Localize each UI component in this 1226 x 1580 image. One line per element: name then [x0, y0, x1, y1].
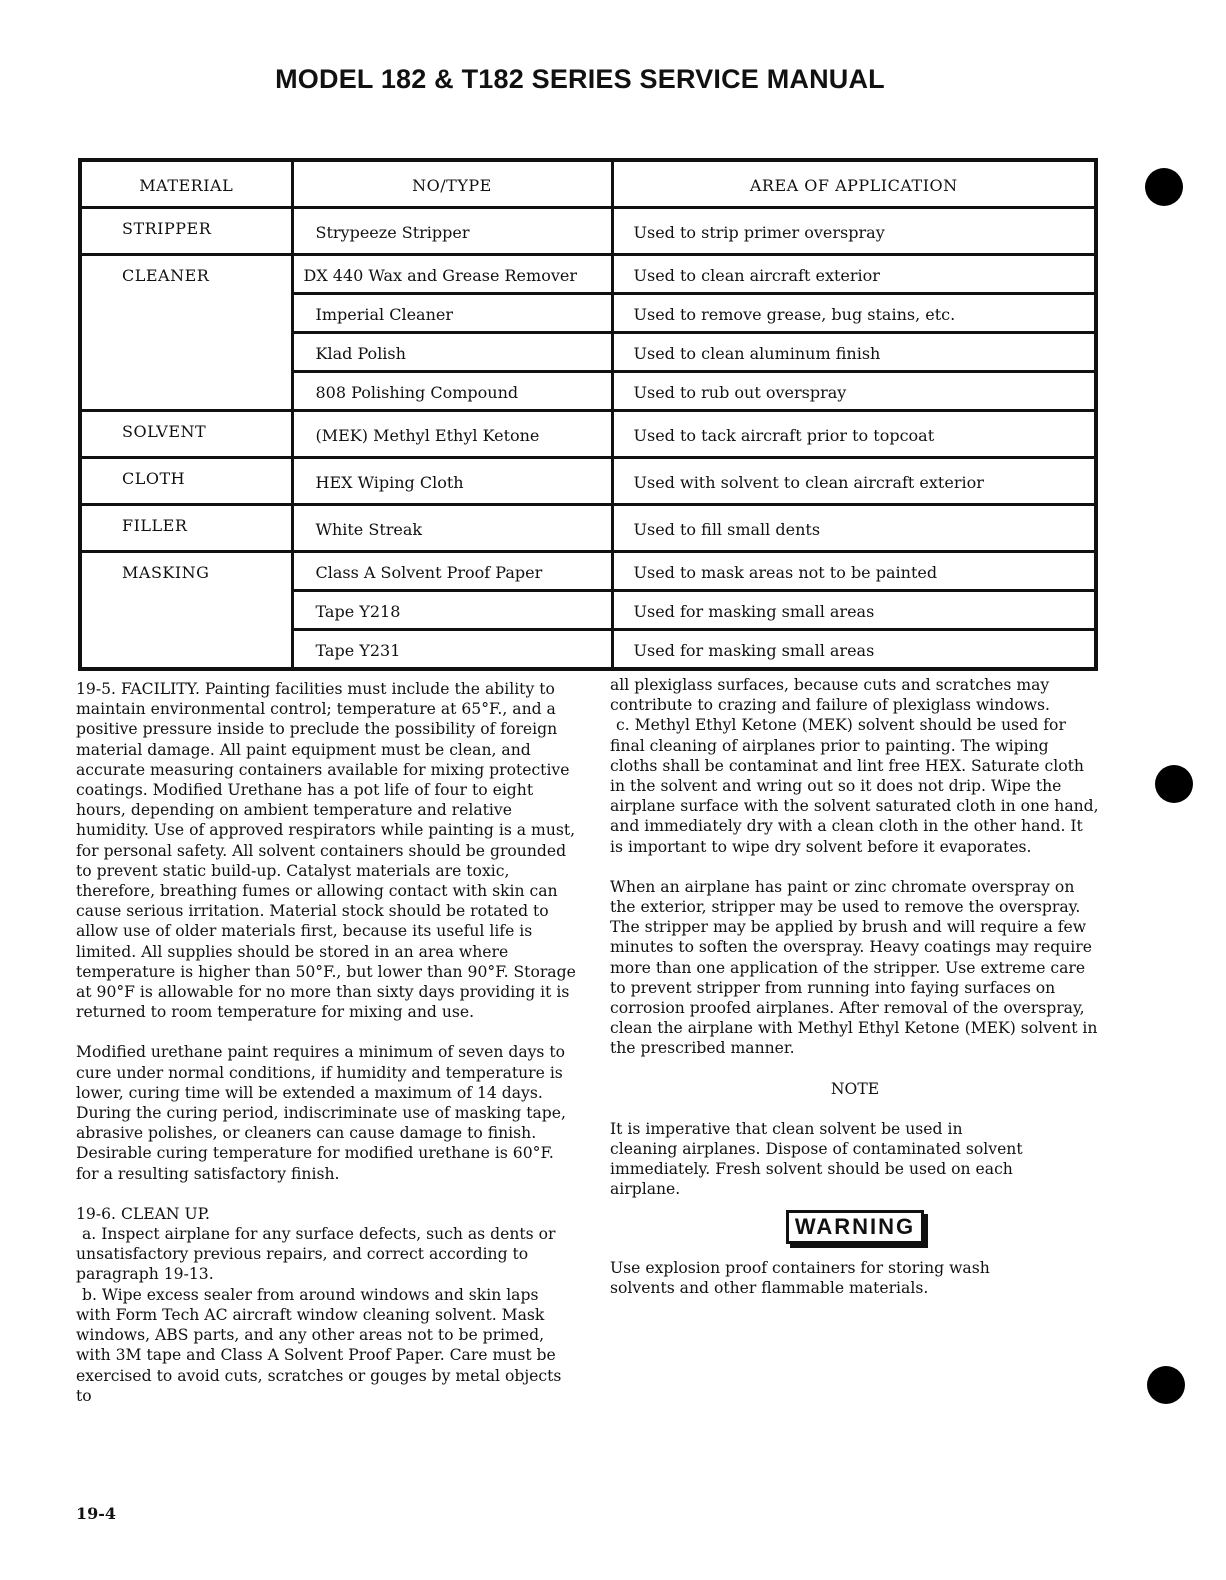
type-cell: 808 Polishing Compound	[292, 372, 612, 411]
area-cell: Used to clean aircraft exterior	[612, 255, 1096, 294]
table-row	[80, 411, 1096, 458]
type-cell: DX 440 Wax and Grease Remover	[292, 255, 612, 294]
material-cell: MASKING	[80, 552, 292, 670]
table-row	[80, 552, 1096, 591]
section-heading-clean-up: 19-6. CLEAN UP.	[76, 1204, 210, 1223]
type-cell: Imperial Cleaner	[292, 294, 612, 333]
material-cell: SOLVENT	[80, 411, 292, 458]
material-cell: FILLER	[80, 505, 292, 552]
column-header-area: AREA OF APPLICATION	[612, 160, 1096, 208]
materials-table	[78, 158, 1098, 671]
type-cell: Tape Y218	[292, 591, 612, 630]
area-cell: Used to remove grease, bug stains, etc.	[612, 294, 1096, 333]
area-cell: Used for masking small areas	[612, 630, 1096, 670]
type-cell: (MEK) Methyl Ethyl Ketone	[292, 411, 612, 458]
table-header-row	[80, 160, 1096, 208]
area-cell: Used to fill small dents	[612, 505, 1096, 552]
material-cell: CLEANER	[80, 255, 292, 411]
type-cell: Klad Polish	[292, 333, 612, 372]
warning-body: Use explosion proof containers for storing wash solvents and other flammable materials.	[610, 1258, 990, 1297]
area-cell: Used to tack aircraft prior to topcoat	[612, 411, 1096, 458]
area-cell: Used to strip primer overspray	[612, 208, 1096, 255]
area-cell: Used with solvent to clean aircraft exterior	[612, 458, 1096, 505]
note-heading: NOTE	[830, 1079, 880, 1098]
paragraph-facility: 19-5. FACILITY. Painting facilities must include the ability to maintain environmental control; temperature at 65°F., and a positive pressure inside to preclude the possibility of foreign material damage. All paint equipment must be clean, and accurate measuring containers available for mixing protective coatings. Modified Urethane has a pot life of four to eight hours, depending on ambient temperature and relative humidity. Use of approved respirators while painting is a must, for personal safety. All solvent containers should be grounded to prevent static build-up. Catalyst materials are toxic, therefore, breathing fumes or allowing contact with skin can cause serious irritation. Material stock should be rotated to allow use of older materials first, because its useful life is limited. All supplies should be stored in an area where temperature is higher than 50°F., but lower than 90°F. Storage at 90°F is allowable for no more than sixty days providing it is returned to room temperature for mixing and use.	[76, 680, 576, 1022]
paragraph-clean-up-a: a. Inspect airplane for any surface defects, such as dents or unsatisfactory previous repairs, and correct according to paragraph 19-13.	[76, 1225, 556, 1284]
material-cell: CLOTH	[80, 458, 292, 505]
left-text-column	[76, 679, 576, 1406]
type-cell: Tape Y231	[292, 630, 612, 670]
paragraph-clean-up-b: b. Wipe excess sealer from around windows and skin laps with Form Tech AC aircraft window cleaning solvent. Mask windows, ABS parts, and any other areas not to be primed, with 3M tape and Class A Solvent Proof Paper. Care must be exercised to avoid cuts, scratches or gouges by metal objects to	[76, 1285, 562, 1405]
table-row	[80, 208, 1096, 255]
area-cell: Used to mask areas not to be painted	[612, 552, 1096, 591]
column-header-material: MATERIAL	[80, 160, 292, 208]
right-text-column	[610, 675, 1100, 1298]
type-cell: HEX Wiping Cloth	[292, 458, 612, 505]
table-row	[80, 255, 1096, 294]
paragraph-clean-up-c: c. Methyl Ethyl Ketone (MEK) solvent should be used for final cleaning of airplanes prior to painting. The wiping cloths shall be contaminat and lint free HEX. Saturate cloth in the solvent and wring out so it does not drip. Wipe the airplane surface with the solvent saturated cloth in one hand, and immediately dry with a clean cloth in the other hand. It is important to wipe dry solvent before it evaporates.	[610, 716, 1099, 856]
warning-label: WARNING	[786, 1210, 924, 1244]
binder-hole-middle	[1155, 765, 1193, 803]
area-cell: Used for masking small areas	[612, 591, 1096, 630]
area-cell: Used to clean aluminum finish	[612, 333, 1096, 372]
page-title: MODEL 182 & T182 SERIES SERVICE MANUAL	[275, 64, 885, 94]
binder-hole-top	[1145, 168, 1183, 206]
column-header-type: NO/TYPE	[292, 160, 612, 208]
type-cell: White Streak	[292, 505, 612, 552]
table-row	[80, 458, 1096, 505]
type-cell: Class A Solvent Proof Paper	[292, 552, 612, 591]
paragraph-stripper: When an airplane has paint or zinc chromate overspray on the exterior, stripper may be used to remove the overspray. The stripper may be applied by brush and will require a few minutes to soften the overspray. Heavy coatings may require more than one application of the stripper. Use extreme care to prevent stripper from running into faying surfaces on corrosion proofed airplanes. After removal of the overspray, clean the airplane with Methyl Ethyl Ketone (MEK) solvent in the prescribed manner.	[610, 877, 1098, 1058]
table-row	[80, 505, 1096, 552]
material-cell: STRIPPER	[80, 208, 292, 255]
page-number: 19-4	[76, 1504, 117, 1523]
paragraph-plexiglass: all plexiglass surfaces, because cuts and scratches may contribute to crazing and failure of plexiglass windows.	[610, 676, 1051, 715]
note-body: It is imperative that clean solvent be used in cleaning airplanes. Dispose of contaminated solvent immediately. Fresh solvent should be used on each airplane.	[610, 1119, 1023, 1199]
area-cell: Used to rub out overspray	[612, 372, 1096, 411]
binder-hole-bottom	[1147, 1366, 1185, 1404]
type-cell: Strypeeze Stripper	[292, 208, 612, 255]
paragraph-curing: Modified urethane paint requires a minimum of seven days to cure under normal conditions, if humidity and temperature is lower, curing time will be extended a maximum of 14 days. During the curing period, indiscriminate use of masking tape, abrasive polishes, or cleaners can cause damage to finish. Desirable curing temperature for modified urethane is 60°F. for a resulting satisfactory finish.	[76, 1043, 566, 1183]
